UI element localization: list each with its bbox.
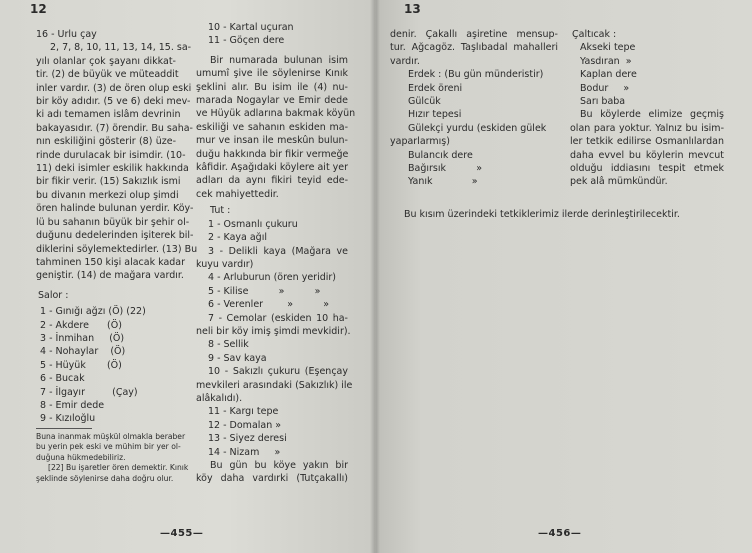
right-page-footer: —456— [538, 528, 582, 539]
text-line: vardır. [390, 55, 420, 67]
text-line: şeklini alır. Bu isim ile (4) nu- [196, 81, 348, 93]
list-item: Akseki tepe [580, 42, 636, 54]
text-line: inler vardır. (3) de ören olup eski [36, 82, 192, 94]
list-item: alâkalıdı). [196, 392, 243, 404]
list-item: Bağırsık » [408, 163, 483, 175]
text-line: tur. Ağcagöz. Taşlıbadal mahalleri [390, 42, 558, 54]
text-line: olan para yoktur. Yalnız bu isim- [570, 122, 724, 134]
text-line: marada Nogaylar ve Emir dede [196, 95, 348, 107]
text-line: köy daha vardırki (Tutçakallı) [196, 473, 348, 485]
text-line: tir. (2) de büyük ve müteaddit [36, 69, 179, 81]
closing-sentence: Bu kısım üzerindeki tetkiklerimiz ilerde derinleştirilecektir. [404, 209, 680, 220]
text-line: Bu köylerde elimize geçmiş [580, 109, 724, 121]
list-item: 4 - Nohaylar (Ö) [40, 346, 126, 358]
list-item: 8 - Sellik [208, 339, 249, 351]
text-line: daha evvel bu köylerin mevcut [570, 149, 724, 161]
right-col1 [390, 28, 558, 189]
list-item: 5 - Kilise » » [208, 285, 321, 297]
list-item: 6 - Verenler » » [208, 299, 330, 311]
text-line: 11) deki isimler eskilik hakkında [36, 163, 189, 175]
text-line: mur ve insan ile meskûn bulun- [196, 135, 348, 147]
list-item: neli bir köy imiş şimdi mevkidir). [196, 325, 351, 337]
right-page-number: 13 [404, 2, 421, 16]
list-item: 7 - Cemolar (eskiden 10 ha- [208, 312, 348, 324]
list-item: Yanık » [408, 176, 478, 188]
text-line: diklerini söylemektedirler. (13) Bu [36, 243, 198, 255]
text-line: duğu hakkında bir fikir vermeğe [196, 148, 349, 160]
text-line: Bu gün bu köye yakın bir [210, 460, 348, 471]
right-col2 [570, 28, 724, 189]
list-item: kuyu vardır) [196, 258, 254, 270]
left-col2 [196, 21, 356, 486]
list-item: 8 - Emir dede [40, 399, 105, 411]
footnote-line: duğuna hükmedebiliriz. [36, 452, 126, 462]
list-item: 5 - Hüyük (Ö) [40, 359, 122, 371]
list-item: 11 - Kargı tepe [208, 406, 279, 418]
footnote-line: şeklinde söylenirse daha doğru olur. [36, 473, 174, 483]
list-item: 1 - Gınığı ağzı (Ö) (22) [40, 306, 146, 318]
text-line: bir fikir verir. (15) Sakızlık ismi [36, 176, 181, 188]
list-item: 3 - Delikli kaya (Mağara ve [208, 245, 348, 257]
list-item: mevkileri arasındaki (Sakızlık) ile [196, 379, 353, 391]
text-line: ören halinde bulunan yerdir. Köy- [36, 203, 194, 215]
list-item: 4 - Arluburun (ören yeridir) [208, 272, 336, 284]
text-line: duğunu dedelerinden işiterek bil- [36, 230, 194, 242]
salor-heading: Salor : [38, 289, 69, 301]
text-line: yılı olanlar çok şayanı dikkat- [36, 55, 176, 67]
list-item: Bulancık dere [408, 149, 473, 161]
caltcak-heading: Çaltıcak : [572, 29, 617, 40]
text-line: pek alâ mümkündür. [570, 176, 668, 188]
text-line: bu divanın merkezi olup şimdi [36, 189, 179, 201]
list-item: Gülcük [408, 96, 441, 108]
tut-heading: Tut : [210, 205, 231, 217]
left-page-footer: —455— [160, 528, 204, 539]
footnote-line: bu yerin pek eski ve mühim bir yer ol- [36, 442, 181, 452]
list-item: 12 - Domalan » [208, 419, 282, 431]
list-item: 1 - Osmanlı çukuru [208, 218, 298, 230]
text-line: eskiliği ve sahanın eskiden ma- [196, 121, 348, 133]
footnote-line: Buna inanmak müşkül olmakla beraber [36, 431, 186, 441]
left-page-number: 12 [30, 2, 47, 16]
text-line: olduğu iddiasını tespit etmek [570, 163, 724, 175]
text-line: ler tetkik edilirse Osmanlılardan [570, 136, 724, 148]
text-line: umumî şive ile söylenirse Kınık [196, 68, 348, 80]
list-item: 7 - İlgayır (Çay) [40, 386, 138, 398]
list-item: 13 - Siyez deresi [208, 433, 287, 445]
list-item: 11 - Göçen dere [208, 35, 285, 47]
footnote-line: [22] Bu işaretler ören demektir. Kınık [48, 463, 189, 473]
footnote-rule [36, 428, 92, 429]
text-line: lü bu sahanın büyük bir şehir ol- [36, 216, 190, 228]
text-line: 2, 7, 8, 10, 11, 13, 14, 15. sa- [50, 42, 192, 54]
text-line: tahminen 150 kişi alacak kadar [36, 256, 186, 268]
text-line: denir. Çakallı aşiretine mensup- [390, 29, 558, 40]
list-item: 10 - Kartal uçuran [208, 22, 294, 33]
right-page [376, 0, 752, 553]
text-line: adları da aynı fikiri teyid ede- [196, 175, 348, 187]
list-item: 2 - Kaya ağıl [208, 232, 267, 244]
footnotes [36, 431, 189, 485]
list-item: Sarı baba [580, 96, 626, 108]
text-line: bir köy adıdır. (5 ve 6) deki mev- [36, 96, 191, 108]
text-line: ki adı temamen islâm devrinin [36, 109, 181, 121]
text-line: ve Hüyük adlarına bakmak köyün [196, 108, 356, 120]
text-line: rinde durulacak bir isimdir. (10- [36, 149, 186, 161]
left-col1 [36, 28, 198, 484]
list-item: 14 - Nizam » [208, 446, 281, 458]
list-item: 9 - Sav kaya [208, 352, 267, 364]
text-line: Bir numarada bulunan isim [210, 54, 348, 66]
list-item: 3 - İnmihan (Ö) [40, 332, 125, 344]
list-item: Erdek öreni [408, 82, 463, 94]
text-line: nın eskiliğini gösterir (8) üze- [36, 136, 176, 148]
list-item: 9 - Kızıloğlu [40, 413, 96, 425]
list-item: Gülekçi yurdu (eskiden gülek [408, 122, 547, 134]
text-line: bakayasıdır. (7) örendir. Bu saha- [36, 122, 193, 134]
list-item: Kaplan dere [580, 69, 637, 81]
text-line: 16 - Urlu çay [36, 29, 97, 40]
list-item: 10 - Sakızlı çukuru (Eşençay [208, 366, 348, 378]
book-gutter [370, 0, 380, 553]
list-item: Hızır tepesi [408, 109, 462, 121]
list-item: 6 - Bucak [40, 373, 85, 385]
list-item: yaparlarmış) [390, 136, 450, 148]
text-line: kâfidir. Aşağıdaki köylere ait yer [196, 162, 349, 174]
text-line: cek mahiyettedir. [196, 188, 279, 200]
list-item: Yasdıran » [580, 55, 632, 67]
list-item: Bodur » [580, 82, 630, 94]
text-line: geniştir. (14) de mağara vardır. [36, 270, 184, 282]
list-item: Erdek : (Bu gün münderistir) [408, 69, 544, 81]
list-item: 2 - Akdere (Ö) [40, 319, 122, 331]
